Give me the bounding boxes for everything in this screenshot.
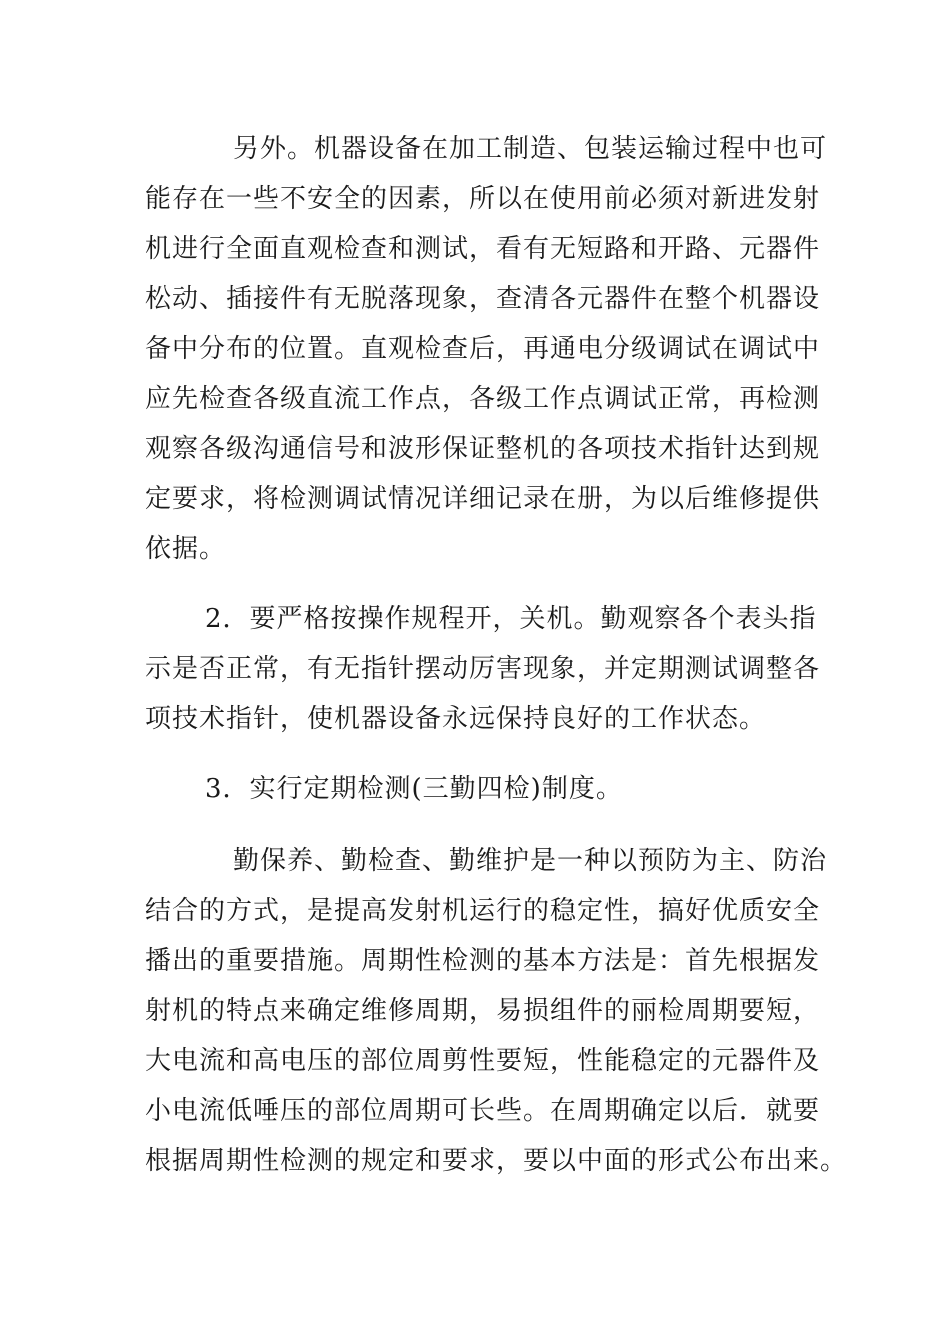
paragraph-item-2-operation bbox=[145, 594, 821, 744]
text-line: 小电流低唾压的部位周期可长些。在周期确定以后．就要 bbox=[145, 1096, 821, 1126]
text-line: 另外。机器设备在加工制造、包装运输过程中也可 bbox=[233, 134, 828, 164]
text-line: 松动、插接件有无脱落现象，查清各元器件在整个机器设 bbox=[145, 284, 821, 314]
text-line: 勤保养、勤检查、勤维护是一种以预防为主、防治 bbox=[233, 846, 828, 876]
text-line: 示是否正常，有无指针摆动厉害现象，并定期测试调整各 bbox=[145, 654, 821, 684]
text-line: 定要求，将检测调试情况详细记录在册，为以后维修提供 bbox=[145, 484, 821, 514]
text-line: 3．实行定期检测(三勤四检)制度。 bbox=[205, 774, 623, 804]
text-line: 项技术指针，使机器设备永远保持良好的工作状态。 bbox=[145, 704, 767, 734]
paragraph-item-3-periodic-check bbox=[145, 764, 815, 814]
text-line: 射机的特点来确定维修周期，易损组件的丽检周期要短， bbox=[145, 996, 821, 1026]
paragraph-equipment-inspection bbox=[145, 124, 828, 574]
text-line: 机进行全面直观检查和测试，看有无短路和开路、元器件 bbox=[145, 234, 821, 264]
text-line: 大电流和高电压的部位周剪性要短，性能稳定的元器件及 bbox=[145, 1046, 821, 1076]
text-line: 2．要严格按操作规程开，关机。勤观察各个表头指 bbox=[205, 604, 817, 634]
text-line: 应先检查各级直流工作点，各级工作点调试正常，再检测 bbox=[145, 384, 821, 414]
text-line: 依据。 bbox=[145, 534, 227, 564]
text-line: 能存在一些不安全的因素，所以在使用前必须对新进发射 bbox=[145, 184, 821, 214]
text-line: 结合的方式，是提高发射机运行的稳定性，搞好优质安全 bbox=[145, 896, 821, 926]
text-line: 观察各级沟通信号和波形保证整机的各项技术指针达到规 bbox=[145, 434, 821, 464]
text-line: 播出的重要措施。周期性检测的基本方法是：首先根据发 bbox=[145, 946, 821, 976]
paragraph-maintenance-method bbox=[145, 836, 848, 1186]
text-line: 备中分布的位置。直观检查后，再通电分级调试在调试中 bbox=[145, 334, 821, 364]
text-line: 根据周期性检测的规定和要求，要以中面的形式公布出来。 bbox=[145, 1146, 848, 1176]
